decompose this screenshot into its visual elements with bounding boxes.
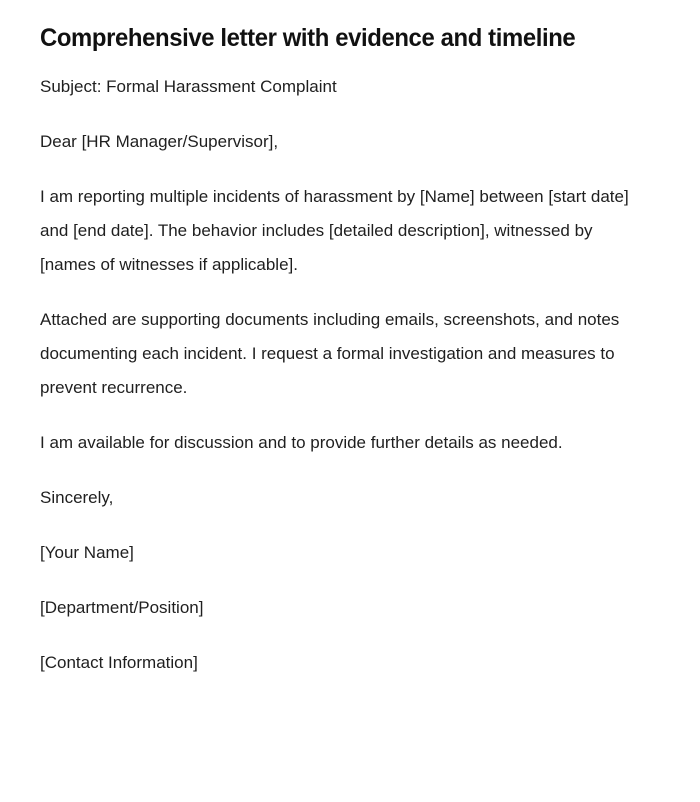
letter-body (40, 54, 640, 680)
paragraph-salutation: Dear [HR Manager/Supervisor], (40, 132, 279, 151)
signature-department: [Department/Position] (40, 598, 204, 617)
signature-contact: [Contact Information] (40, 653, 198, 672)
paragraph-incident-report: I am reporting multiple incidents of harassment by [Name] between [start date] and [end date]. The behavior includes [detailed description], witnessed by [names of witnesses if applicable]. (40, 187, 629, 274)
paragraph-closing: Sincerely, (40, 488, 114, 507)
paragraph-subject: Subject: Formal Harassment Complaint (40, 77, 337, 96)
paragraph-availability: I am available for discussion and to provide further details as needed. (40, 433, 563, 452)
paragraph-attachments: Attached are supporting documents including emails, screenshots, and notes documenting each incident. I request a formal investigation and measures to prevent recurrence. (40, 310, 620, 397)
page-title: Comprehensive letter with evidence and timeline (40, 24, 576, 52)
signature-name: [Your Name] (40, 543, 134, 562)
